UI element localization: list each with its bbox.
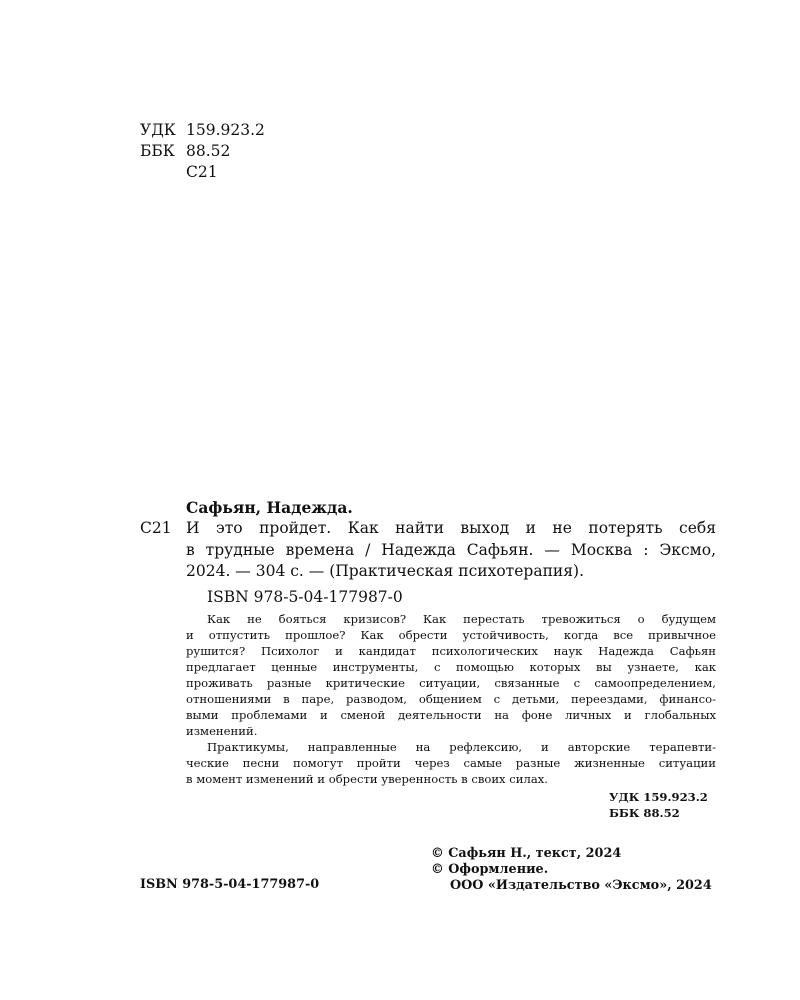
author-heading: Сафьян, Надежда. xyxy=(186,498,353,517)
annotation-line-11: в момент изменений и обрести уверенность в своих силах. xyxy=(186,772,548,786)
copyright-design: © Оформление. xyxy=(431,862,549,877)
annotation-line-6: отношениями в паре, разводом, общением с детьми, переездами, финансо- xyxy=(186,692,716,706)
copyright-publisher: ООО «Издательство «Эксмо», 2024 xyxy=(450,878,712,893)
annotation-line-7: выми проблемами и сменой деятельности на фоне личных и глобальных xyxy=(186,708,716,722)
copyright-text: © Сафьян Н., текст, 2024 xyxy=(431,846,622,861)
title-line-3: 2024. — 304 с. — (Практическая психотерапия). xyxy=(186,562,584,580)
annotation-udk: УДК 159.923.2 xyxy=(609,790,708,804)
annotation-line-8: изменений. xyxy=(186,724,258,738)
title-line-1: И это пройдет. Как найти выход и не потерять себя xyxy=(186,519,716,537)
footer-isbn: ISBN 978-5-04-177987-0 xyxy=(140,877,320,892)
annotation-line-2: и отпустить прошлое? Как обрести устойчивость, когда все привычное xyxy=(186,628,716,642)
bbk-value: 88.52 xyxy=(186,142,231,160)
bbk-label: ББК xyxy=(140,142,175,160)
udk-label: УДК xyxy=(140,121,176,139)
title-line-2: в трудные времена / Надежда Сафьян. — Москва : Эксмо, xyxy=(186,541,716,559)
annotation-line-5: проживать разные критические ситуации, связанные с самоопределением, xyxy=(186,676,716,690)
udk-value: 159.923.2 xyxy=(186,121,265,139)
annotation-line-9: Практикумы, направленные на рефлексию, и авторские терапевти- xyxy=(207,740,716,754)
annotation-line-1: Как не бояться кризисов? Как перестать тревожиться о будущем xyxy=(207,612,716,626)
record-isbn: ISBN 978-5-04-177987-0 xyxy=(207,588,403,606)
annotation-bbk: ББК 88.52 xyxy=(609,806,680,820)
annotation-line-3: рушится? Психолог и кандидат психологических наук Надежда Сафьян xyxy=(186,644,716,658)
record-sign: С21 xyxy=(140,519,172,537)
author-sign: С21 xyxy=(186,163,218,181)
annotation-line-10: ческие песни помогут пройти через самые разные жизненные ситуации xyxy=(186,756,716,770)
annotation-line-4: предлагает ценные инструменты, с помощью которых вы узнаете, как xyxy=(186,660,716,674)
